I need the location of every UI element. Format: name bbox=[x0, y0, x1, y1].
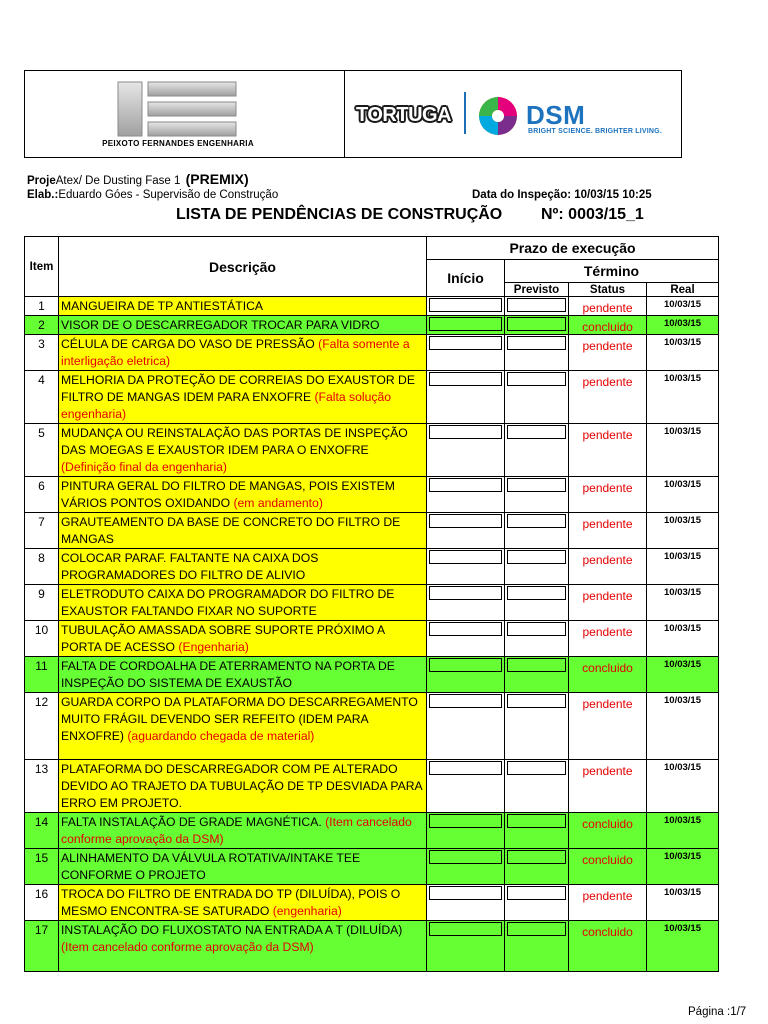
row-description bbox=[59, 760, 427, 813]
row-inicio bbox=[427, 585, 505, 621]
row-inicio bbox=[427, 477, 505, 513]
table-row bbox=[25, 335, 719, 371]
document-number: Nº: 0003/15_1 bbox=[541, 206, 644, 223]
row-inicio bbox=[427, 760, 505, 813]
row-description-text: GUARDA CORPO DA PLATAFORMA DO DESCARREGAMENTO MUITO FRÁGIL DEVENDO SER REFEITO (IDEM PARA ENXOFRE) bbox=[61, 695, 418, 743]
pendencias-table bbox=[24, 236, 719, 972]
row-inicio bbox=[427, 424, 505, 477]
logo-separator bbox=[464, 92, 466, 134]
row-description-text: VISOR DE O DESCARREGADOR TROCAR PARA VIDRO bbox=[61, 318, 380, 332]
row-description-text: MUDANÇA OU REINSTALAÇÃO DAS PORTAS DE INSPEÇÃO DAS MOEGAS E EXAUSTOR IDEM PARA O ENXOFRE bbox=[61, 426, 408, 457]
row-description bbox=[59, 693, 427, 760]
row-real-date: 10/03/15 bbox=[647, 657, 719, 693]
row-description-note: (em andamento) bbox=[233, 496, 323, 510]
row-previsto bbox=[505, 813, 569, 849]
row-inicio bbox=[427, 693, 505, 760]
row-item-number: 17 bbox=[25, 921, 59, 972]
table-row bbox=[25, 813, 719, 849]
dsm-logo: DSM bbox=[526, 100, 586, 130]
row-real-date: 10/03/15 bbox=[647, 693, 719, 760]
row-description bbox=[59, 371, 427, 424]
row-real-date: 10/03/15 bbox=[647, 813, 719, 849]
row-item-number: 4 bbox=[25, 371, 59, 424]
table-body bbox=[25, 297, 719, 972]
row-status: pendente bbox=[569, 371, 647, 424]
row-real-date: 10/03/15 bbox=[647, 371, 719, 424]
row-real-date: 10/03/15 bbox=[647, 297, 719, 316]
row-status: pendente bbox=[569, 297, 647, 316]
row-inicio bbox=[427, 921, 505, 972]
table-row bbox=[25, 921, 719, 972]
row-item-number: 16 bbox=[25, 885, 59, 921]
row-previsto bbox=[505, 371, 569, 424]
row-previsto bbox=[505, 477, 569, 513]
row-description-text: ALINHAMENTO DA VÁLVULA ROTATIVA/INTAKE TEE CONFORME O PROJETO bbox=[61, 851, 361, 882]
row-description bbox=[59, 424, 427, 477]
row-item-number: 14 bbox=[25, 813, 59, 849]
row-item-number: 15 bbox=[25, 849, 59, 885]
row-inicio bbox=[427, 513, 505, 549]
project-label: Proje bbox=[27, 175, 56, 187]
row-item-number: 12 bbox=[25, 693, 59, 760]
row-description-text: PLATAFORMA DO DESCARREGADOR COM PE ALTERADO DEVIDO AO TRAJETO DA TUBULAÇÃO DE TP DESVIADA PARA ERRO EM PROJETO. bbox=[61, 762, 422, 810]
row-status: pendente bbox=[569, 549, 647, 585]
row-status: pendente bbox=[569, 513, 647, 549]
col-status: Status bbox=[569, 283, 647, 297]
inspection-date-value: 10/03/15 10:25 bbox=[574, 189, 652, 201]
row-real-date: 10/03/15 bbox=[647, 585, 719, 621]
page-number: Página :1/7 bbox=[688, 1006, 747, 1018]
row-description-text: INSTALAÇÃO DO FLUXOSTATO NA ENTRADA A T (DILUÍDA) bbox=[61, 923, 403, 937]
col-prazo: Prazo de execução bbox=[427, 237, 719, 260]
row-description-note: (aguardando chegada de material) bbox=[127, 729, 315, 743]
row-previsto bbox=[505, 335, 569, 371]
row-previsto bbox=[505, 849, 569, 885]
row-description-note: (Definição final da engenharia) bbox=[61, 460, 227, 474]
row-description bbox=[59, 657, 427, 693]
row-status: pendente bbox=[569, 885, 647, 921]
row-description-text: TROCA DO FILTRO DE ENTRADA DO TP (DILUÍDA), POIS O MESMO ENCONTRA-SE SATURADO bbox=[61, 887, 401, 918]
row-description-note: (engenharia) bbox=[272, 904, 342, 918]
row-item-number: 9 bbox=[25, 585, 59, 621]
col-item: Item bbox=[25, 237, 59, 297]
row-description bbox=[59, 921, 427, 972]
table-row bbox=[25, 693, 719, 760]
header-divider bbox=[344, 70, 345, 158]
row-description bbox=[59, 297, 427, 316]
col-real: Real bbox=[647, 283, 719, 297]
dsm-tagline: BRIGHT SCIENCE. BRIGHTER LIVING. bbox=[528, 128, 662, 135]
table-row bbox=[25, 477, 719, 513]
row-description-text: GRAUTEAMENTO DA BASE DE CONCRETO DO FILTRO DE MANGAS bbox=[61, 515, 401, 546]
row-status: pendente bbox=[569, 477, 647, 513]
row-description-text: FALTA DE CORDOALHA DE ATERRAMENTO NA PORTA DE INSPEÇÃO DO SISTEMA DE EXAUSTÃO bbox=[61, 659, 395, 690]
row-previsto bbox=[505, 513, 569, 549]
row-item-number: 2 bbox=[25, 316, 59, 335]
row-previsto bbox=[505, 316, 569, 335]
col-previsto: Previsto bbox=[505, 283, 569, 297]
dsm-swirl-icon bbox=[474, 94, 522, 138]
row-description-note: (Falta solução engenharia) bbox=[61, 390, 392, 421]
row-description-text: COLOCAR PARAF. FALTANTE NA CAIXA DOS PROGRAMADORES DO FILTRO DE ALIVIO bbox=[61, 551, 319, 582]
row-inicio bbox=[427, 335, 505, 371]
row-real-date: 10/03/15 bbox=[647, 885, 719, 921]
row-real-date: 10/03/15 bbox=[647, 760, 719, 813]
row-status: pendente bbox=[569, 760, 647, 813]
row-status: concluido bbox=[569, 316, 647, 335]
table-row bbox=[25, 621, 719, 657]
table-row bbox=[25, 849, 719, 885]
row-description-text: TUBULAÇÃO AMASSADA SOBRE SUPORTE PRÓXIMO A PORTA DE ACESSO bbox=[61, 623, 385, 654]
row-status: concluido bbox=[569, 813, 647, 849]
row-inicio bbox=[427, 371, 505, 424]
table-row bbox=[25, 549, 719, 585]
row-item-number: 10 bbox=[25, 621, 59, 657]
row-previsto bbox=[505, 585, 569, 621]
row-description-text: MANGUEIRA DE TP ANTIESTÁTICA bbox=[61, 299, 264, 313]
elab-label: Elab.: bbox=[27, 189, 59, 201]
row-previsto bbox=[505, 549, 569, 585]
table-row bbox=[25, 513, 719, 549]
row-previsto bbox=[505, 760, 569, 813]
inspection-date-line bbox=[472, 189, 652, 201]
page-title: LISTA DE PENDÊNCIAS DE CONSTRUÇÃO bbox=[176, 206, 503, 223]
row-inicio bbox=[427, 885, 505, 921]
row-real-date: 10/03/15 bbox=[647, 621, 719, 657]
row-previsto bbox=[505, 424, 569, 477]
row-real-date: 10/03/15 bbox=[647, 513, 719, 549]
row-status: concluido bbox=[569, 921, 647, 972]
row-real-date: 10/03/15 bbox=[647, 477, 719, 513]
row-previsto bbox=[505, 885, 569, 921]
row-real-date: 10/03/15 bbox=[647, 849, 719, 885]
row-description-text: CÉLULA DE CARGA DO VASO DE PRESSÃO bbox=[61, 337, 319, 351]
row-status: concluido bbox=[569, 849, 647, 885]
table-row bbox=[25, 657, 719, 693]
inspection-date-label: Data do Inspeção: bbox=[472, 189, 572, 201]
row-status: pendente bbox=[569, 424, 647, 477]
table-row bbox=[25, 585, 719, 621]
row-status: pendente bbox=[569, 585, 647, 621]
row-inicio bbox=[427, 621, 505, 657]
col-termino: Término bbox=[505, 260, 719, 283]
table-row bbox=[25, 424, 719, 477]
row-previsto bbox=[505, 621, 569, 657]
row-item-number: 8 bbox=[25, 549, 59, 585]
tortuga-logo: TORTUGA bbox=[356, 104, 452, 126]
table-row bbox=[25, 760, 719, 813]
row-previsto bbox=[505, 693, 569, 760]
row-inicio bbox=[427, 813, 505, 849]
company-name: PEIXOTO FERNANDES ENGENHARIA bbox=[102, 139, 254, 148]
row-status: pendente bbox=[569, 621, 647, 657]
project-tag: (PREMIX) bbox=[185, 171, 249, 187]
row-status: pendente bbox=[569, 693, 647, 760]
table-row bbox=[25, 885, 719, 921]
row-description-note: (Item cancelado conforme aprovação da DSM) bbox=[61, 815, 412, 846]
row-description-text: PINTURA GERAL DO FILTRO DE MANGAS, POIS EXISTEM VÁRIOS PONTOS OXIDANDO bbox=[61, 479, 395, 510]
row-description bbox=[59, 813, 427, 849]
row-inicio bbox=[427, 297, 505, 316]
row-item-number: 11 bbox=[25, 657, 59, 693]
row-inicio bbox=[427, 316, 505, 335]
row-description-note: (Engenharia) bbox=[178, 640, 249, 654]
row-description bbox=[59, 513, 427, 549]
row-description bbox=[59, 335, 427, 371]
row-item-number: 5 bbox=[25, 424, 59, 477]
row-inicio bbox=[427, 549, 505, 585]
row-description bbox=[59, 549, 427, 585]
row-item-number: 1 bbox=[25, 297, 59, 316]
row-previsto bbox=[505, 657, 569, 693]
elab-value: Eduardo Góes - Supervisão de Construção bbox=[58, 189, 279, 201]
elab-line bbox=[27, 189, 278, 201]
project-line bbox=[27, 171, 249, 187]
row-real-date: 10/03/15 bbox=[647, 316, 719, 335]
row-description-text: ELETRODUTO CAIXA DO PROGRAMADOR DO FILTRO DE EXAUSTOR FALTANDO FIXAR NO SUPORTE bbox=[61, 587, 395, 618]
row-item-number: 6 bbox=[25, 477, 59, 513]
row-description bbox=[59, 477, 427, 513]
row-inicio bbox=[427, 657, 505, 693]
row-real-date: 10/03/15 bbox=[647, 549, 719, 585]
row-description bbox=[59, 849, 427, 885]
project-value: Atex/ De Dusting Fase 1 bbox=[55, 175, 181, 187]
row-item-number: 7 bbox=[25, 513, 59, 549]
table-row bbox=[25, 371, 719, 424]
col-descricao: Descrição bbox=[59, 237, 427, 297]
table-row bbox=[25, 297, 719, 316]
row-description bbox=[59, 316, 427, 335]
row-description bbox=[59, 621, 427, 657]
row-description bbox=[59, 585, 427, 621]
row-description bbox=[59, 885, 427, 921]
row-description-text: MELHORIA DA PROTEÇÃO DE CORREIAS DO EXAUSTOR DE FILTRO DE MANGAS IDEM PARA ENXOFRE bbox=[61, 373, 415, 404]
col-inicio: Início bbox=[427, 260, 505, 297]
row-item-number: 13 bbox=[25, 760, 59, 813]
row-status: pendente bbox=[569, 335, 647, 371]
row-previsto bbox=[505, 921, 569, 972]
row-description-note: (Falta somente a interligação eletrica) bbox=[61, 337, 410, 368]
row-description-text: FALTA INSTALAÇÃO DE GRADE MAGNÉTICA. bbox=[61, 815, 326, 829]
table-row bbox=[25, 316, 719, 335]
row-status: concluido bbox=[569, 657, 647, 693]
row-real-date: 10/03/15 bbox=[647, 335, 719, 371]
row-previsto bbox=[505, 297, 569, 316]
row-real-date: 10/03/15 bbox=[647, 424, 719, 477]
row-inicio bbox=[427, 849, 505, 885]
row-real-date: 10/03/15 bbox=[647, 921, 719, 972]
row-item-number: 3 bbox=[25, 335, 59, 371]
row-description-note: (Item cancelado conforme aprovação da DSM) bbox=[61, 940, 314, 954]
